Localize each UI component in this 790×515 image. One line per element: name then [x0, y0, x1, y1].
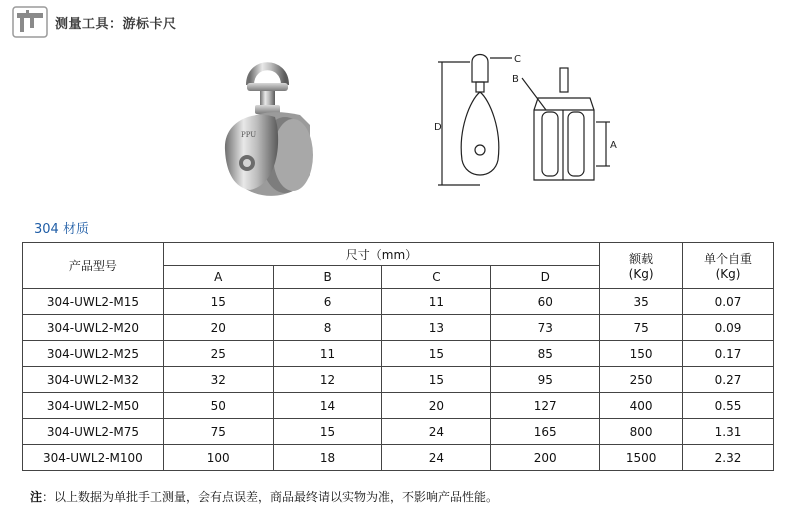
- header-title: 测量工具：游标卡尺: [55, 17, 177, 32]
- cell-c: 11: [382, 289, 491, 315]
- footnote: [30, 488, 498, 505]
- cell-d: 85: [491, 341, 600, 367]
- footnote-text: ：以上数据为单批手工测量，会有点误差，商品最终请以实物为准，不影响产品性能。: [42, 490, 499, 504]
- cell-weight: 1.31: [683, 419, 774, 445]
- cell-model: 304-UWL2-M20: [23, 315, 164, 341]
- cell-model: 304-UWL2-M25: [23, 341, 164, 367]
- cell-b: 18: [273, 445, 382, 471]
- cell-weight: 0.17: [683, 341, 774, 367]
- header-load-unit: (Kg): [628, 267, 654, 281]
- cell-load: 75: [600, 315, 683, 341]
- cell-c: 15: [382, 367, 491, 393]
- cell-weight: 2.32: [683, 445, 774, 471]
- header-weight-label: 单个自重: [704, 252, 753, 266]
- cell-model: 304-UWL2-M50: [23, 393, 164, 419]
- cell-a: 75: [163, 419, 273, 445]
- cell-d: 200: [491, 445, 600, 471]
- caliper-logo-icon: [12, 6, 48, 38]
- cell-load: 150: [600, 341, 683, 367]
- header-size: 尺寸（mm）: [163, 243, 599, 266]
- cell-weight: 0.55: [683, 393, 774, 419]
- cell-b: 6: [273, 289, 382, 315]
- table-row: [23, 419, 774, 445]
- cell-b: 14: [273, 393, 382, 419]
- cell-a: 32: [163, 367, 273, 393]
- header-weight: [683, 243, 774, 289]
- cell-d: 165: [491, 419, 600, 445]
- cell-model: 304-UWL2-M100: [23, 445, 164, 471]
- cell-c: 15: [382, 341, 491, 367]
- cell-model: 304-UWL2-M32: [23, 367, 164, 393]
- dim-label-d: D: [434, 122, 442, 133]
- cell-a: 25: [163, 341, 273, 367]
- table-row: [23, 315, 774, 341]
- cell-c: 24: [382, 445, 491, 471]
- header-load: [600, 243, 683, 289]
- dim-label-c: C: [514, 54, 521, 65]
- cell-b: 15: [273, 419, 382, 445]
- header-sub-a: A: [163, 266, 273, 289]
- cell-d: 60: [491, 289, 600, 315]
- cell-load: 35: [600, 289, 683, 315]
- cell-a: 15: [163, 289, 273, 315]
- table-row: [23, 289, 774, 315]
- cell-load: 1500: [600, 445, 683, 471]
- spec-table: [22, 242, 774, 471]
- table-row: [23, 445, 774, 471]
- cell-c: 13: [382, 315, 491, 341]
- cell-b: 8: [273, 315, 382, 341]
- cell-d: 73: [491, 315, 600, 341]
- cell-a: 100: [163, 445, 273, 471]
- pulley-brand-mark: PPU: [241, 131, 257, 139]
- cell-b: 11: [273, 341, 382, 367]
- dim-label-b: B: [512, 74, 519, 85]
- cell-d: 95: [491, 367, 600, 393]
- cell-b: 12: [273, 367, 382, 393]
- cell-weight: 0.27: [683, 367, 774, 393]
- cell-load: 800: [600, 419, 683, 445]
- header-model: 产品型号: [23, 243, 164, 289]
- dim-label-a: A: [610, 140, 617, 151]
- cell-d: 127: [491, 393, 600, 419]
- pulley-photo: [205, 55, 330, 210]
- footnote-label: 注: [30, 490, 43, 504]
- cell-a: 20: [163, 315, 273, 341]
- cell-c: 24: [382, 419, 491, 445]
- table-row: [23, 367, 774, 393]
- cell-c: 20: [382, 393, 491, 419]
- header-sub-b: B: [273, 266, 382, 289]
- header-sub-c: C: [382, 266, 491, 289]
- cell-a: 50: [163, 393, 273, 419]
- cell-model: 304-UWL2-M15: [23, 289, 164, 315]
- header-weight-unit: (Kg): [715, 267, 741, 281]
- cell-load: 250: [600, 367, 683, 393]
- cell-weight: 0.07: [683, 289, 774, 315]
- cell-weight: 0.09: [683, 315, 774, 341]
- dimension-drawing: [420, 50, 625, 200]
- cell-model: 304-UWL2-M75: [23, 419, 164, 445]
- header-bar: [0, 0, 790, 42]
- table-row: [23, 393, 774, 419]
- header-sub-d: D: [491, 266, 600, 289]
- table-row: [23, 341, 774, 367]
- header-load-label: 额载: [629, 252, 654, 266]
- material-title: 304 材质: [34, 222, 89, 237]
- cell-load: 400: [600, 393, 683, 419]
